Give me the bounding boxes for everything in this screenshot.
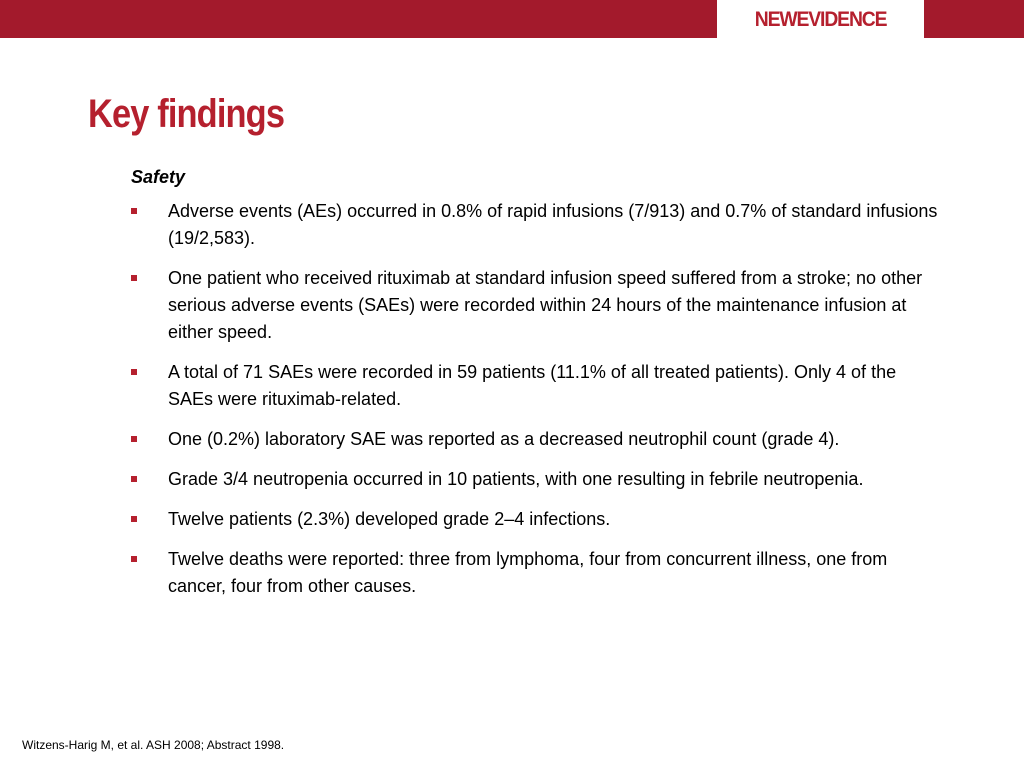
page-title: Key findings: [88, 92, 285, 136]
bullet-list: [131, 198, 951, 600]
square-bullet-icon: [131, 275, 137, 281]
square-bullet-icon: [131, 436, 137, 442]
bullet-item: [131, 359, 938, 413]
square-bullet-icon: [131, 516, 137, 522]
header-bar: [0, 0, 1024, 38]
bullet-text: Adverse events (AEs) occurred in 0.8% of rapid infusions (7/913) and 0.7% of standard infusions (19/2,583).: [168, 201, 938, 248]
bullet-text: Twelve deaths were reported: three from lymphoma, four from concurrent illness, one from cancer, four from other causes.: [168, 549, 888, 596]
bullet-text: Grade 3/4 neutropenia occurred in 10 patients, with one resulting in febrile neutropenia.: [168, 469, 864, 489]
bullet-item: [131, 265, 938, 346]
square-bullet-icon: [131, 369, 137, 375]
bullet-text: Twelve patients (2.3%) developed grade 2–4 infections.: [168, 509, 611, 529]
bullet-item: [131, 426, 938, 453]
bullet-item: [131, 198, 938, 252]
bullet-text: One patient who received rituximab at standard infusion speed suffered from a stroke; no other serious adverse events (SAEs) were recorded within 24 hours of the maintenance infusion at either speed.: [168, 268, 923, 342]
square-bullet-icon: [131, 208, 137, 214]
footer-reference: Witzens-Harig M, et al. ASH 2008; Abstract 1998.: [22, 738, 285, 752]
bullet-item: [131, 506, 938, 533]
bullet-text: A total of 71 SAEs were recorded in 59 patients (11.1% of all treated patients). Only 4 of the SAEs were rituximab-related.: [168, 362, 897, 409]
section-heading: Safety: [131, 167, 186, 187]
logo-text: NEWEVIDENCE: [754, 7, 887, 31]
brand-logo: [717, 0, 924, 38]
bullet-item: [131, 546, 938, 600]
bullet-item: [131, 466, 938, 493]
slide-content: [131, 164, 951, 613]
square-bullet-icon: [131, 476, 137, 482]
square-bullet-icon: [131, 556, 137, 562]
bullet-text: One (0.2%) laboratory SAE was reported as a decreased neutrophil count (grade 4).: [168, 429, 840, 449]
